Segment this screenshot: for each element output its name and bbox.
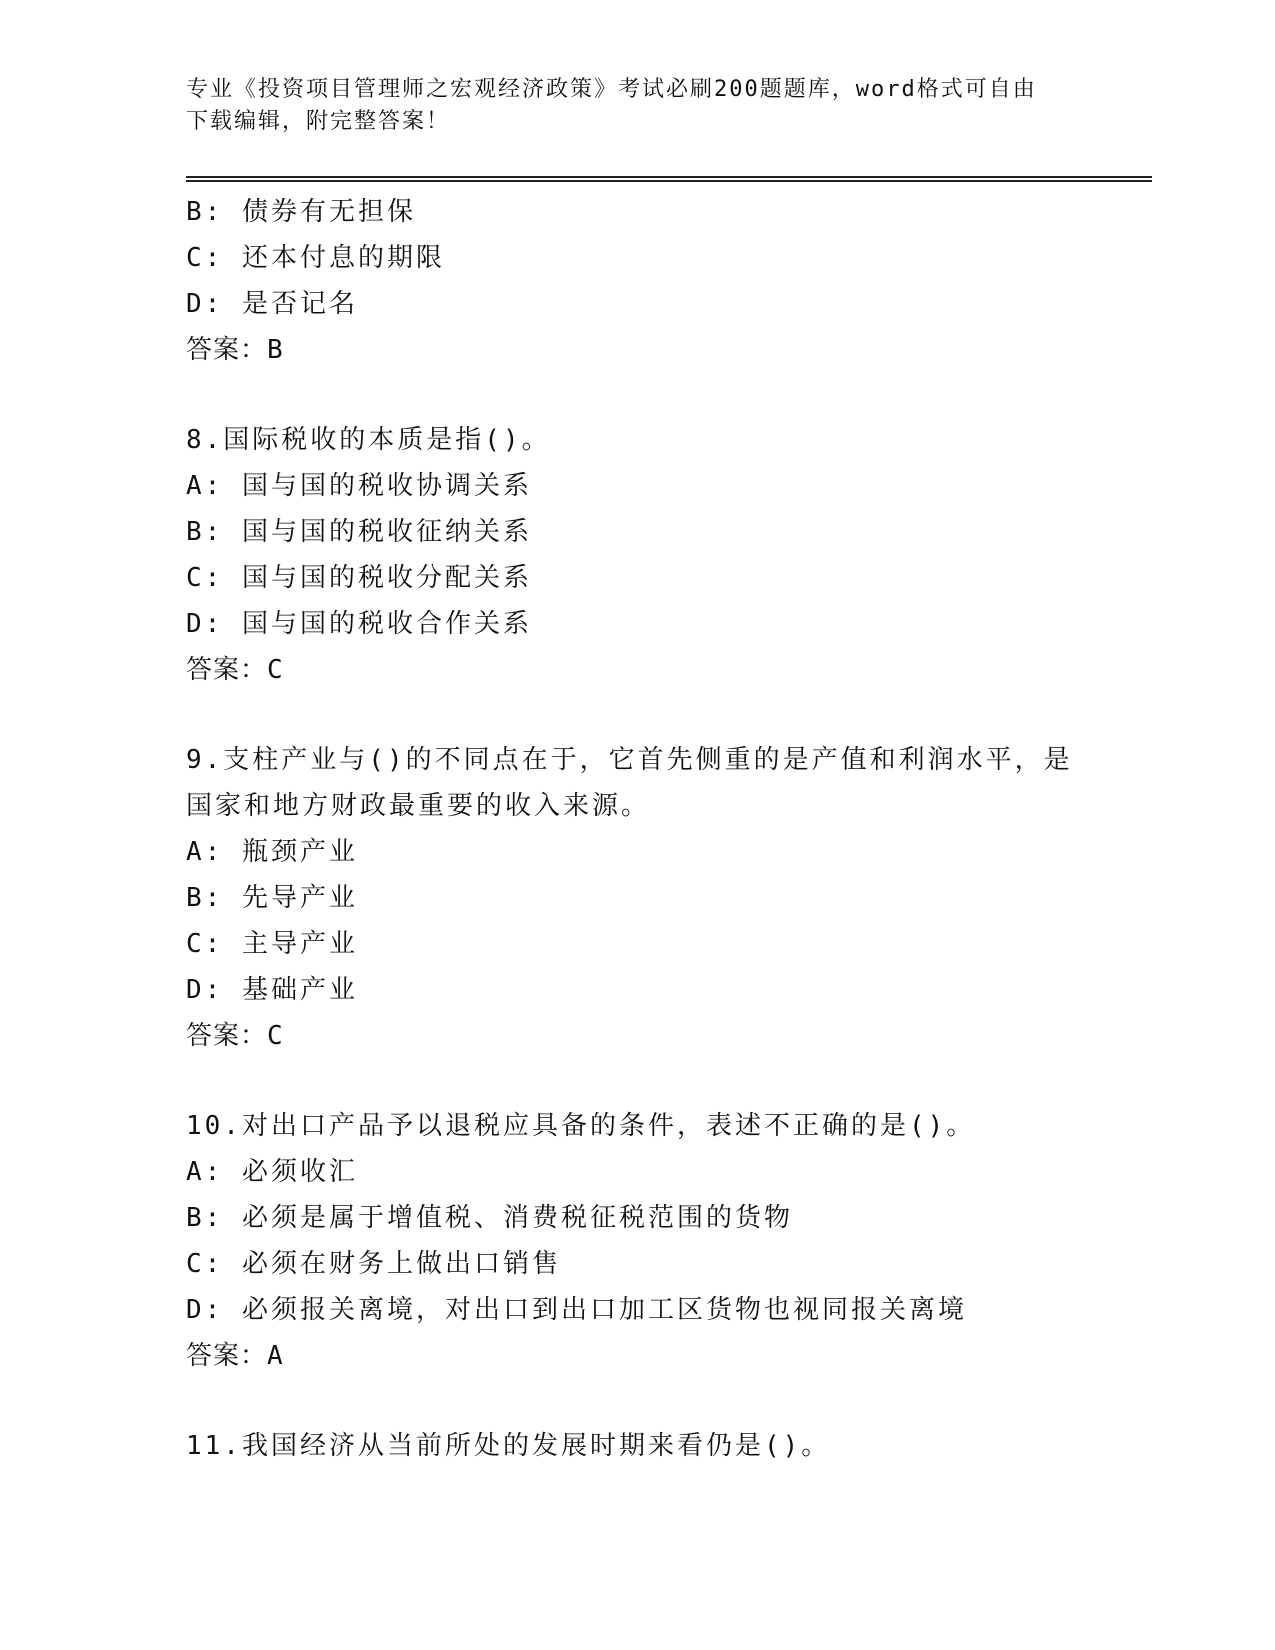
option-d: D: 国与国的税收合作关系: [186, 609, 532, 639]
question-10: [186, 1103, 1106, 1379]
question-stem: 8.国际税收的本质是指()。: [186, 425, 551, 455]
option-b: B: 先导产业: [186, 883, 358, 913]
rule-line-bottom: [186, 180, 1152, 182]
option-c: C: 主导产业: [186, 929, 358, 959]
document-header: [186, 74, 1086, 138]
option-d: D: 基础产业: [186, 975, 358, 1005]
answer-value: C: [267, 655, 284, 685]
answer-value: A: [267, 1341, 284, 1371]
question-content: [186, 189, 1106, 1469]
option-c: C: 还本付息的期限: [186, 243, 445, 273]
option-a: A: 必须收汇: [186, 1157, 358, 1187]
option-b: B: 国与国的税收征纳关系: [186, 517, 532, 547]
question-stem: 11.我国经济从当前所处的发展时期来看仍是()。: [186, 1431, 831, 1461]
answer-label: 答案：: [186, 335, 268, 365]
answer-value: C: [267, 1021, 284, 1051]
question-stem: 10.对出口产品予以退税应具备的条件，表述不正确的是()。: [186, 1111, 976, 1141]
option-d: D: 必须报关离境，对出口到出口加工区货物也视同报关离境: [186, 1295, 967, 1325]
option-b: B: 债券有无担保: [186, 197, 416, 227]
answer-line: [186, 647, 1106, 693]
option-c: C: 国与国的税收分配关系: [186, 563, 532, 593]
question-11: [186, 1423, 1106, 1469]
answer-value: B: [267, 335, 284, 365]
option-b: B: 必须是属于增值税、消费税征税范围的货物: [186, 1203, 793, 1233]
option-a: A: 瓶颈产业: [186, 837, 358, 867]
header-double-rule: [186, 176, 1152, 182]
answer-line: [186, 1013, 1106, 1059]
answer-label: 答案：: [186, 1341, 268, 1371]
answer-label: 答案：: [186, 1021, 268, 1051]
question-8: [186, 417, 1106, 693]
answer-label: 答案：: [186, 655, 268, 685]
answer-line: [186, 1333, 1106, 1379]
answer-line: [186, 327, 1106, 373]
question-9: [186, 737, 1106, 1059]
header-line-2: 下载编辑，附完整答案！: [186, 109, 451, 134]
option-a: A: 国与国的税收协调关系: [186, 471, 532, 501]
rule-line-top: [186, 176, 1152, 178]
header-line-1: 专业《投资项目管理师之宏观经济政策》考试必刷200题题库，word格式可自由: [186, 77, 1037, 102]
question-stem-line-1: 9.支柱产业与()的不同点在于，它首先侧重的是产值和利润水平，是: [186, 745, 1073, 775]
option-c: C: 必须在财务上做出口销售: [186, 1249, 561, 1279]
question-stem-line-2: 国家和地方财政最重要的收入来源。: [186, 791, 651, 821]
question-7-continued: [186, 189, 1106, 373]
option-d: D: 是否记名: [186, 289, 358, 319]
